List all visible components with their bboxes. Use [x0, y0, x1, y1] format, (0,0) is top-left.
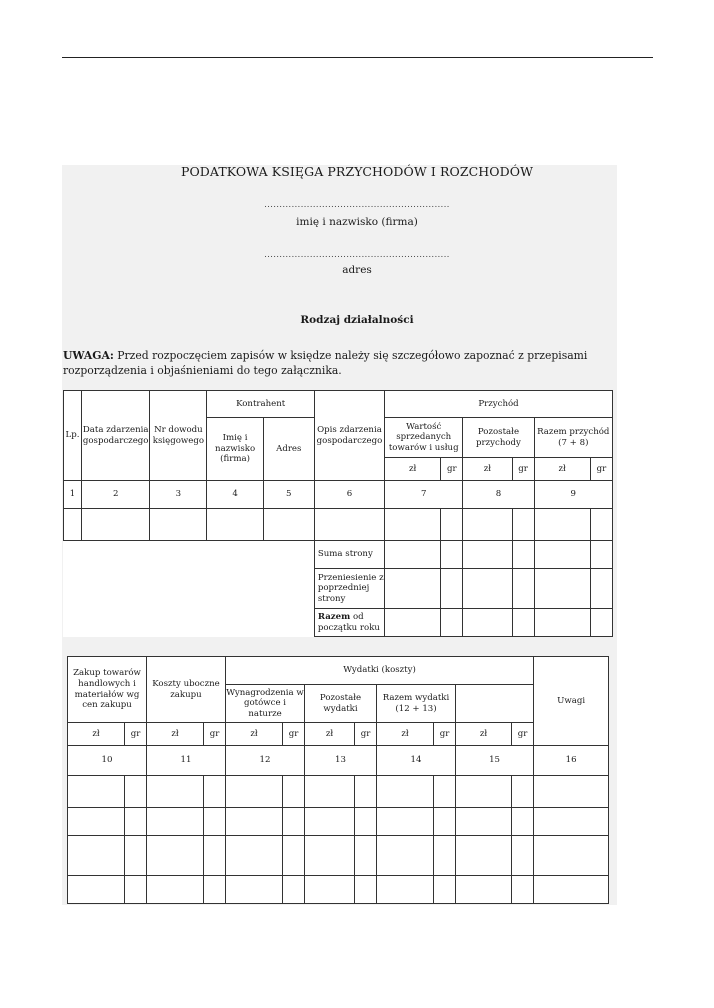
- year-total-rest: od początku roku: [317, 611, 380, 633]
- entry-cell[interactable]: [463, 569, 512, 609]
- unit-gr: gr: [512, 458, 534, 481]
- entry-cell[interactable]: [385, 569, 441, 609]
- header-lp: Lp.: [64, 391, 82, 481]
- entry-cell[interactable]: [147, 776, 204, 808]
- address-caption: adres: [342, 264, 372, 276]
- entry-cell[interactable]: [512, 569, 534, 609]
- entry-cell[interactable]: [226, 836, 283, 876]
- entry-cell[interactable]: [434, 836, 456, 876]
- unit-zl: zł: [385, 458, 441, 481]
- header-other-expenses: Pozostałe wydatki: [305, 685, 377, 723]
- entry-cell[interactable]: [204, 808, 226, 836]
- unit-zl: zł: [226, 723, 283, 746]
- entry-cell[interactable]: [283, 876, 305, 904]
- column-number: 13: [305, 746, 377, 776]
- header-side-costs: Koszty uboczne zakupu: [147, 657, 226, 723]
- entry-cell[interactable]: [377, 776, 434, 808]
- entry-cell[interactable]: [441, 509, 463, 541]
- column-number: 15: [456, 746, 534, 776]
- address-fill-line: .............................................................: [264, 250, 450, 259]
- entry-cell[interactable]: [434, 876, 456, 904]
- header-contractor: Kontrahent: [207, 391, 314, 418]
- header-remarks: Uwagi: [534, 657, 609, 746]
- entry-cell[interactable]: [463, 541, 512, 569]
- entry-cell[interactable]: [434, 776, 456, 808]
- entry-cell[interactable]: [385, 509, 441, 541]
- entry-cell[interactable]: [534, 808, 609, 836]
- unit-gr: gr: [441, 458, 463, 481]
- income-table: [63, 390, 613, 637]
- header-expenses: Wydatki (koszty): [226, 657, 534, 685]
- entry-cell[interactable]: [204, 836, 226, 876]
- spacer: [64, 541, 315, 569]
- entry-cell[interactable]: [125, 808, 147, 836]
- header-sales-value: Wartość sprzedanych towarów i usług: [385, 418, 463, 458]
- entry-cell[interactable]: [534, 509, 590, 541]
- table-row: [68, 776, 609, 808]
- column-number: 7: [385, 481, 463, 509]
- entry-cell[interactable]: [385, 541, 441, 569]
- entry-cell[interactable]: [534, 836, 609, 876]
- entry-cell[interactable]: [590, 609, 612, 637]
- entry-cell[interactable]: [125, 776, 147, 808]
- entry-cell[interactable]: [68, 776, 125, 808]
- entry-cell[interactable]: [355, 808, 377, 836]
- entry-cell[interactable]: [463, 609, 512, 637]
- unit-gr: gr: [204, 723, 226, 746]
- unit-zl: zł: [68, 723, 125, 746]
- entry-cell[interactable]: [512, 541, 534, 569]
- entry-cell[interactable]: [226, 876, 283, 904]
- header-goods-purchase: Zakup towarów handlowych i materiałów wg cen zakupu: [68, 657, 147, 723]
- entry-cell[interactable]: [147, 836, 204, 876]
- column-number: 3: [150, 481, 207, 509]
- year-total-bold: Razem: [317, 611, 351, 622]
- unit-zl: zł: [377, 723, 434, 746]
- entry-cell[interactable]: [68, 876, 125, 904]
- year-total-label: [314, 609, 384, 637]
- entry-cell[interactable]: [64, 509, 82, 541]
- header-blank: [456, 685, 534, 723]
- entry-cell[interactable]: [456, 808, 512, 836]
- entry-cell[interactable]: [441, 541, 463, 569]
- entry-cell[interactable]: [263, 509, 314, 541]
- entry-cell[interactable]: [456, 776, 512, 808]
- name-caption: imię i nazwisko (firma): [296, 216, 418, 228]
- entry-cell[interactable]: [377, 808, 434, 836]
- header-income: Przychód: [385, 391, 613, 418]
- entry-cell[interactable]: [512, 609, 534, 637]
- table-row: [64, 541, 613, 569]
- carry-over-label: Przeniesienie z poprzedniej strony: [314, 569, 384, 609]
- header-date: Data zdarzenia gospodarczego: [82, 391, 150, 481]
- column-number: 11: [147, 746, 226, 776]
- document-title: PODATKOWA KSIĘGA PRZYCHODÓW I ROZCHODÓW: [180, 164, 534, 179]
- header-contractor-address: Adres: [263, 418, 314, 481]
- note-paragraph: [63, 348, 638, 378]
- entry-cell[interactable]: [125, 836, 147, 876]
- table-row: [64, 509, 613, 541]
- entry-cell[interactable]: [150, 509, 207, 541]
- entry-cell[interactable]: [456, 836, 512, 876]
- entry-cell[interactable]: [441, 569, 463, 609]
- entry-cell[interactable]: [355, 776, 377, 808]
- name-fill-line: .............................................................: [264, 200, 450, 209]
- entry-cell[interactable]: [512, 876, 534, 904]
- entry-cell[interactable]: [385, 609, 441, 637]
- entry-cell[interactable]: [590, 569, 612, 609]
- entry-cell[interactable]: [512, 509, 534, 541]
- entry-cell[interactable]: [204, 776, 226, 808]
- entry-cell[interactable]: [377, 836, 434, 876]
- unit-zl: zł: [534, 458, 590, 481]
- unit-gr: gr: [283, 723, 305, 746]
- entry-cell[interactable]: [82, 509, 150, 541]
- unit-zl: zł: [147, 723, 204, 746]
- entry-cell[interactable]: [226, 776, 283, 808]
- expense-table: [67, 656, 609, 904]
- entry-cell[interactable]: [590, 509, 612, 541]
- entry-cell[interactable]: [534, 541, 590, 569]
- column-number: 12: [226, 746, 305, 776]
- unit-zl: zł: [305, 723, 355, 746]
- entry-cell[interactable]: [434, 808, 456, 836]
- entry-cell[interactable]: [283, 808, 305, 836]
- column-number: 9: [534, 481, 612, 509]
- entry-cell[interactable]: [305, 776, 355, 808]
- spacer: [64, 569, 315, 609]
- entry-cell[interactable]: [204, 876, 226, 904]
- entry-cell[interactable]: [512, 776, 534, 808]
- header-total-income: Razem przychód (7 + 8): [534, 418, 612, 458]
- entry-cell[interactable]: [355, 876, 377, 904]
- entry-cell[interactable]: [226, 808, 283, 836]
- column-number: 10: [68, 746, 147, 776]
- entry-cell[interactable]: [305, 836, 355, 876]
- column-number: 6: [314, 481, 384, 509]
- entry-cell[interactable]: [207, 509, 263, 541]
- entry-cell[interactable]: [534, 876, 609, 904]
- entry-cell[interactable]: [534, 569, 590, 609]
- table-row: [68, 836, 609, 876]
- spacer: [64, 609, 315, 637]
- column-number: 14: [377, 746, 456, 776]
- unit-gr: gr: [355, 723, 377, 746]
- header-description: Opis zdarzenia gospodarczego: [314, 391, 384, 481]
- entry-cell[interactable]: [125, 876, 147, 904]
- top-rule: [62, 57, 653, 58]
- entry-cell[interactable]: [147, 876, 204, 904]
- table-row: [68, 808, 609, 836]
- column-number: 8: [463, 481, 534, 509]
- column-number: 1: [64, 481, 82, 509]
- page-sum-label: Suma strony: [314, 541, 384, 569]
- column-number: 2: [82, 481, 150, 509]
- header-other-income: Pozostałe przychody: [463, 418, 534, 458]
- entry-cell[interactable]: [590, 541, 612, 569]
- header-salaries: Wynagrodzenia w gotówce i naturze: [226, 685, 305, 723]
- entry-cell[interactable]: [377, 876, 434, 904]
- header-document-number: Nr dowodu księgowego: [150, 391, 207, 481]
- column-number: 16: [534, 746, 609, 776]
- entry-cell[interactable]: [147, 808, 204, 836]
- header-contractor-name: Imię i nazwisko (firma): [207, 418, 263, 481]
- header-total-expenses: Razem wydatki (12 + 13): [377, 685, 456, 723]
- entry-cell[interactable]: [534, 776, 609, 808]
- entry-cell[interactable]: [68, 836, 125, 876]
- table-row: [64, 569, 613, 609]
- entry-cell[interactable]: [534, 609, 590, 637]
- entry-cell[interactable]: [441, 609, 463, 637]
- entry-cell[interactable]: [283, 836, 305, 876]
- unit-zl: zł: [456, 723, 512, 746]
- note-text: Przed rozpoczęciem zapisów w księdze należy się szczegółowo zapoznać z przepisami rozporządzenia i objaśnieniami do tego załącznika.: [63, 349, 588, 377]
- unit-gr: gr: [512, 723, 534, 746]
- note-label: UWAGA:: [63, 349, 114, 362]
- column-number: 4: [207, 481, 263, 509]
- entry-cell[interactable]: [355, 836, 377, 876]
- table-row: [68, 876, 609, 904]
- unit-gr: gr: [125, 723, 147, 746]
- entry-cell[interactable]: [512, 808, 534, 836]
- unit-gr: gr: [434, 723, 456, 746]
- entry-cell[interactable]: [314, 509, 384, 541]
- entry-cell[interactable]: [512, 836, 534, 876]
- entry-cell[interactable]: [456, 876, 512, 904]
- activity-type-label: Rodzaj działalności: [300, 314, 414, 326]
- entry-cell[interactable]: [305, 808, 355, 836]
- entry-cell[interactable]: [283, 776, 305, 808]
- unit-gr: gr: [590, 458, 612, 481]
- unit-zl: zł: [463, 458, 512, 481]
- column-number: 5: [263, 481, 314, 509]
- entry-cell[interactable]: [305, 876, 355, 904]
- entry-cell[interactable]: [463, 509, 512, 541]
- table-row: [64, 609, 613, 637]
- entry-cell[interactable]: [68, 808, 125, 836]
